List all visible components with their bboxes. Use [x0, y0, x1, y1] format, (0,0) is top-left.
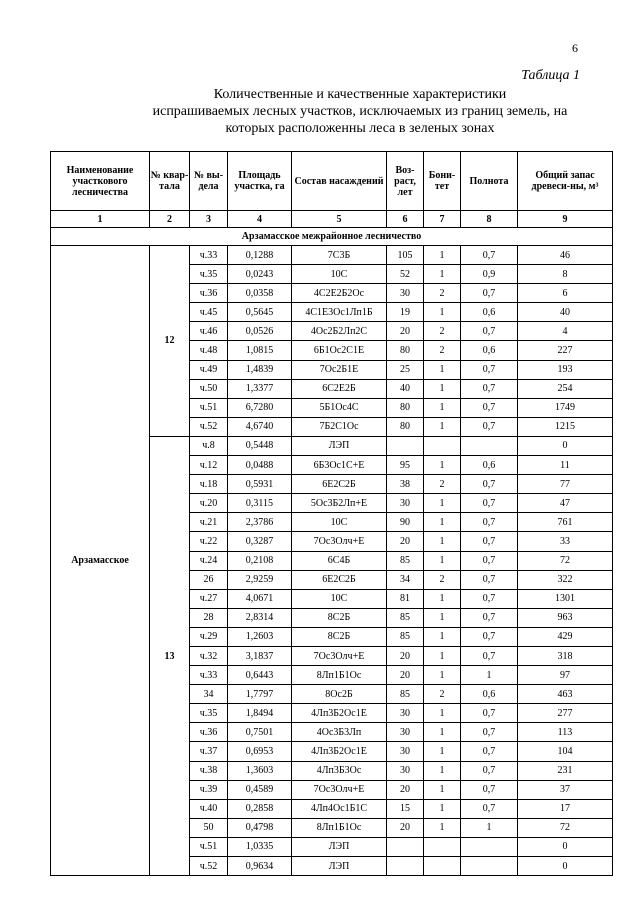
area-cell: 3,1837: [228, 646, 292, 665]
volume-cell: 17: [518, 799, 613, 818]
age-cell: 20: [387, 322, 424, 341]
composition-cell: 10С: [292, 265, 387, 284]
bonitet-cell: 1: [424, 627, 461, 646]
composition-cell: 4Лп3Б2Ос1Е: [292, 704, 387, 723]
bonitet-cell: 1: [424, 246, 461, 265]
area-cell: 1,0335: [228, 837, 292, 856]
composition-cell: 4Лп4Ос1Б1С: [292, 799, 387, 818]
bonitet-cell: [424, 436, 461, 455]
bonitet-cell: 1: [424, 608, 461, 627]
volume-cell: 77: [518, 475, 613, 494]
density-cell: 0,7: [461, 513, 518, 532]
age-cell: 90: [387, 513, 424, 532]
header-cell: № квар-тала: [150, 152, 190, 211]
area-cell: 1,3377: [228, 379, 292, 398]
column-number: 5: [292, 211, 387, 228]
area-cell: 0,6953: [228, 742, 292, 761]
age-cell: 30: [387, 723, 424, 742]
composition-cell: 6С4Б: [292, 551, 387, 570]
volume-cell: 11: [518, 456, 613, 475]
area-cell: 1,8494: [228, 704, 292, 723]
volume-cell: 0: [518, 837, 613, 856]
composition-cell: 4Ос3Б3Лп: [292, 723, 387, 742]
density-cell: 0,7: [461, 570, 518, 589]
bonitet-cell: 1: [424, 799, 461, 818]
page-number: 6: [572, 41, 578, 55]
table-title: [110, 86, 610, 137]
area-cell: 0,5645: [228, 303, 292, 322]
bonitet-cell: 2: [424, 475, 461, 494]
header-cell: № вы-дела: [190, 152, 228, 211]
age-cell: 85: [387, 551, 424, 570]
area-cell: 0,2858: [228, 799, 292, 818]
vydel-cell: ч.52: [190, 417, 228, 436]
bonitet-cell: 1: [424, 551, 461, 570]
area-cell: 4,0671: [228, 589, 292, 608]
area-cell: 0,5448: [228, 436, 292, 455]
density-cell: 0,7: [461, 780, 518, 799]
area-cell: 2,8314: [228, 608, 292, 627]
kvartal-number: 13: [150, 436, 190, 875]
area-cell: 0,7501: [228, 723, 292, 742]
area-cell: 1,7797: [228, 685, 292, 704]
composition-cell: 4Ос2Б2Лп2С: [292, 322, 387, 341]
density-cell: 0,7: [461, 646, 518, 665]
bonitet-cell: 1: [424, 818, 461, 837]
age-cell: 85: [387, 685, 424, 704]
area-cell: 0,6443: [228, 666, 292, 685]
area-cell: 0,0243: [228, 265, 292, 284]
age-cell: 30: [387, 742, 424, 761]
area-cell: 0,0526: [228, 322, 292, 341]
volume-cell: 1749: [518, 398, 613, 417]
vydel-cell: ч.51: [190, 398, 228, 417]
vydel-cell: ч.40: [190, 799, 228, 818]
volume-cell: 0: [518, 857, 613, 876]
vydel-cell: ч.52: [190, 857, 228, 876]
density-cell: [461, 857, 518, 876]
vydel-cell: 26: [190, 570, 228, 589]
volume-cell: 1301: [518, 589, 613, 608]
composition-cell: 6Е2С2Б: [292, 570, 387, 589]
forestry-name: Арзамасское: [51, 246, 150, 876]
composition-cell: 8С2Б: [292, 627, 387, 646]
area-cell: 0,0488: [228, 456, 292, 475]
table-label: Таблица 1: [521, 68, 580, 83]
vydel-cell: ч.24: [190, 551, 228, 570]
bonitet-cell: 1: [424, 532, 461, 551]
age-cell: 30: [387, 761, 424, 780]
table-row: [51, 246, 613, 265]
volume-cell: 97: [518, 666, 613, 685]
title-line: испрашиваемых лесных участков, исключаемых из границ земель, на: [152, 104, 568, 119]
vydel-cell: ч.49: [190, 360, 228, 379]
age-cell: 105: [387, 246, 424, 265]
vydel-cell: 50: [190, 818, 228, 837]
bonitet-cell: 1: [424, 723, 461, 742]
vydel-cell: ч.50: [190, 379, 228, 398]
composition-cell: 5Б1Ос4С: [292, 398, 387, 417]
density-cell: 0,7: [461, 704, 518, 723]
vydel-cell: ч.12: [190, 456, 228, 475]
bonitet-cell: 1: [424, 303, 461, 322]
bonitet-cell: 1: [424, 456, 461, 475]
age-cell: 30: [387, 704, 424, 723]
bonitet-cell: 2: [424, 322, 461, 341]
column-number-row: [51, 211, 613, 228]
age-cell: 95: [387, 456, 424, 475]
area-cell: 2,9259: [228, 570, 292, 589]
vydel-cell: ч.51: [190, 837, 228, 856]
age-cell: [387, 837, 424, 856]
vydel-cell: 34: [190, 685, 228, 704]
bonitet-cell: 1: [424, 265, 461, 284]
composition-cell: ЛЭП: [292, 837, 387, 856]
density-cell: 0,7: [461, 398, 518, 417]
area-cell: 4,6740: [228, 417, 292, 436]
composition-cell: 6Б3Ос1С+Е: [292, 456, 387, 475]
vydel-cell: ч.48: [190, 341, 228, 360]
header-cell: Площадь участка, га: [228, 152, 292, 211]
kvartal-number: 12: [150, 246, 190, 437]
column-number: 3: [190, 211, 228, 228]
vydel-cell: ч.27: [190, 589, 228, 608]
density-cell: 0,7: [461, 627, 518, 646]
density-cell: 0,7: [461, 799, 518, 818]
vydel-cell: ч.39: [190, 780, 228, 799]
volume-cell: 47: [518, 494, 613, 513]
bonitet-cell: [424, 837, 461, 856]
age-cell: 30: [387, 494, 424, 513]
vydel-cell: ч.33: [190, 246, 228, 265]
volume-cell: 1215: [518, 417, 613, 436]
composition-cell: 8Лп1Б1Ос: [292, 666, 387, 685]
bonitet-cell: 2: [424, 284, 461, 303]
age-cell: 34: [387, 570, 424, 589]
bonitet-cell: 1: [424, 398, 461, 417]
vydel-cell: ч.37: [190, 742, 228, 761]
density-cell: 0,7: [461, 322, 518, 341]
header-cell: Бони-тет: [424, 152, 461, 211]
age-cell: 52: [387, 265, 424, 284]
density-cell: 0,6: [461, 341, 518, 360]
age-cell: 30: [387, 284, 424, 303]
vydel-cell: ч.20: [190, 494, 228, 513]
density-cell: 0,7: [461, 379, 518, 398]
age-cell: [387, 436, 424, 455]
column-number: 9: [518, 211, 613, 228]
density-cell: 0,7: [461, 608, 518, 627]
vydel-cell: ч.36: [190, 284, 228, 303]
age-cell: 85: [387, 627, 424, 646]
region-row: [51, 228, 613, 246]
age-cell: 15: [387, 799, 424, 818]
composition-cell: 10С: [292, 589, 387, 608]
column-number: 7: [424, 211, 461, 228]
vydel-cell: ч.38: [190, 761, 228, 780]
age-cell: 20: [387, 532, 424, 551]
age-cell: 40: [387, 379, 424, 398]
density-cell: [461, 837, 518, 856]
vydel-cell: ч.18: [190, 475, 228, 494]
area-cell: 1,4839: [228, 360, 292, 379]
header-cell: Полнота: [461, 152, 518, 211]
column-number: 4: [228, 211, 292, 228]
composition-cell: ЛЭП: [292, 436, 387, 455]
density-cell: 0,7: [461, 284, 518, 303]
age-cell: 38: [387, 475, 424, 494]
composition-cell: 5Ос3Б2Лп+Е: [292, 494, 387, 513]
volume-cell: 277: [518, 704, 613, 723]
volume-cell: 231: [518, 761, 613, 780]
composition-cell: 7Ос2Б1Е: [292, 360, 387, 379]
composition-cell: ЛЭП: [292, 857, 387, 876]
vydel-cell: 28: [190, 608, 228, 627]
composition-cell: 8С2Б: [292, 608, 387, 627]
bonitet-cell: 1: [424, 780, 461, 799]
area-cell: 0,1288: [228, 246, 292, 265]
vydel-cell: ч.35: [190, 704, 228, 723]
volume-cell: 254: [518, 379, 613, 398]
bonitet-cell: 1: [424, 513, 461, 532]
density-cell: 0,7: [461, 532, 518, 551]
bonitet-cell: 2: [424, 685, 461, 704]
volume-cell: 104: [518, 742, 613, 761]
bonitet-cell: 1: [424, 742, 461, 761]
age-cell: 81: [387, 589, 424, 608]
area-cell: 6,7280: [228, 398, 292, 417]
volume-cell: 463: [518, 685, 613, 704]
bonitet-cell: 1: [424, 589, 461, 608]
age-cell: 20: [387, 818, 424, 837]
composition-cell: 8Лп1Б1Ос: [292, 818, 387, 837]
volume-cell: 8: [518, 265, 613, 284]
composition-cell: 6Б1Ос2С1Е: [292, 341, 387, 360]
area-cell: 0,9634: [228, 857, 292, 876]
header-cell: Общий запас древеси-ны, м³: [518, 152, 613, 211]
composition-cell: 7С3Б: [292, 246, 387, 265]
vydel-cell: ч.29: [190, 627, 228, 646]
column-number: 6: [387, 211, 424, 228]
bonitet-cell: 2: [424, 570, 461, 589]
age-cell: 25: [387, 360, 424, 379]
density-cell: 0,7: [461, 246, 518, 265]
density-cell: 0,6: [461, 303, 518, 322]
composition-cell: 8Ос2Б: [292, 685, 387, 704]
density-cell: 0,7: [461, 589, 518, 608]
volume-cell: 37: [518, 780, 613, 799]
vydel-cell: ч.21: [190, 513, 228, 532]
density-cell: 0,7: [461, 475, 518, 494]
bonitet-cell: 1: [424, 379, 461, 398]
volume-cell: 322: [518, 570, 613, 589]
age-cell: 80: [387, 398, 424, 417]
vydel-cell: ч.36: [190, 723, 228, 742]
header-cell: Воз-раст, лет: [387, 152, 424, 211]
volume-cell: 193: [518, 360, 613, 379]
composition-cell: 4Лп3Б3Ос: [292, 761, 387, 780]
header-cell: Состав насаждений: [292, 152, 387, 211]
header-row: [51, 152, 613, 211]
bonitet-cell: 1: [424, 761, 461, 780]
composition-cell: 7Ос3Олч+Е: [292, 532, 387, 551]
volume-cell: 4: [518, 322, 613, 341]
composition-cell: 7Ос3Олч+Е: [292, 646, 387, 665]
title-line: Количественные и качественные характеристики: [213, 87, 507, 102]
area-cell: 1,3603: [228, 761, 292, 780]
bonitet-cell: 1: [424, 360, 461, 379]
area-cell: 0,0358: [228, 284, 292, 303]
density-cell: 1: [461, 666, 518, 685]
volume-cell: 429: [518, 627, 613, 646]
vydel-cell: ч.33: [190, 666, 228, 685]
bonitet-cell: [424, 857, 461, 876]
density-cell: [461, 436, 518, 455]
volume-cell: 318: [518, 646, 613, 665]
age-cell: [387, 857, 424, 876]
vydel-cell: ч.22: [190, 532, 228, 551]
composition-cell: 6Е2С2Б: [292, 475, 387, 494]
area-cell: 2,3786: [228, 513, 292, 532]
density-cell: 0,7: [461, 494, 518, 513]
age-cell: 20: [387, 780, 424, 799]
region-name: Арзамасское межрайонное лесничество: [51, 228, 613, 246]
bonitet-cell: 1: [424, 646, 461, 665]
column-number: 2: [150, 211, 190, 228]
vydel-cell: ч.45: [190, 303, 228, 322]
composition-cell: 4С2Е2Б2Ос: [292, 284, 387, 303]
header-cell: Наименование участкового лесничества: [51, 152, 150, 211]
bonitet-cell: 1: [424, 666, 461, 685]
density-cell: 0,9: [461, 265, 518, 284]
vydel-cell: ч.46: [190, 322, 228, 341]
age-cell: 19: [387, 303, 424, 322]
composition-cell: 10С: [292, 513, 387, 532]
density-cell: 0,7: [461, 360, 518, 379]
area-cell: 0,4589: [228, 780, 292, 799]
bonitet-cell: 1: [424, 704, 461, 723]
density-cell: 0,7: [461, 723, 518, 742]
composition-cell: 4С1Е3Ос1Лп1Б: [292, 303, 387, 322]
volume-cell: 33: [518, 532, 613, 551]
column-number: 8: [461, 211, 518, 228]
volume-cell: 40: [518, 303, 613, 322]
bonitet-cell: 1: [424, 494, 461, 513]
density-cell: 1: [461, 818, 518, 837]
density-cell: 0,7: [461, 742, 518, 761]
vydel-cell: ч.32: [190, 646, 228, 665]
vydel-cell: ч.8: [190, 436, 228, 455]
age-cell: 20: [387, 646, 424, 665]
volume-cell: 227: [518, 341, 613, 360]
bonitet-cell: 2: [424, 341, 461, 360]
composition-cell: 7Б2С1Ос: [292, 417, 387, 436]
area-cell: 1,0815: [228, 341, 292, 360]
composition-cell: 6С2Е2Б: [292, 379, 387, 398]
age-cell: 20: [387, 666, 424, 685]
column-number: 1: [51, 211, 150, 228]
volume-cell: 963: [518, 608, 613, 627]
area-cell: 0,4798: [228, 818, 292, 837]
area-cell: 1,2603: [228, 627, 292, 646]
age-cell: 80: [387, 341, 424, 360]
volume-cell: 72: [518, 818, 613, 837]
density-cell: 0,7: [461, 417, 518, 436]
density-cell: 0,7: [461, 551, 518, 570]
density-cell: 0,6: [461, 456, 518, 475]
volume-cell: 46: [518, 246, 613, 265]
volume-cell: 6: [518, 284, 613, 303]
title-line: которых расположенны леса в зеленых зонах: [225, 121, 495, 136]
bonitet-cell: 1: [424, 417, 461, 436]
volume-cell: 761: [518, 513, 613, 532]
volume-cell: 113: [518, 723, 613, 742]
vydel-cell: ч.35: [190, 265, 228, 284]
density-cell: 0,7: [461, 761, 518, 780]
area-cell: 0,5931: [228, 475, 292, 494]
volume-cell: 72: [518, 551, 613, 570]
age-cell: 85: [387, 608, 424, 627]
volume-cell: 0: [518, 436, 613, 455]
forest-plots-table: [50, 151, 613, 876]
area-cell: 0,3287: [228, 532, 292, 551]
composition-cell: 7Ос3Олч+Е: [292, 780, 387, 799]
composition-cell: 4Лп3Б2Ос1Е: [292, 742, 387, 761]
area-cell: 0,2108: [228, 551, 292, 570]
age-cell: 80: [387, 417, 424, 436]
area-cell: 0,3115: [228, 494, 292, 513]
density-cell: 0,6: [461, 685, 518, 704]
